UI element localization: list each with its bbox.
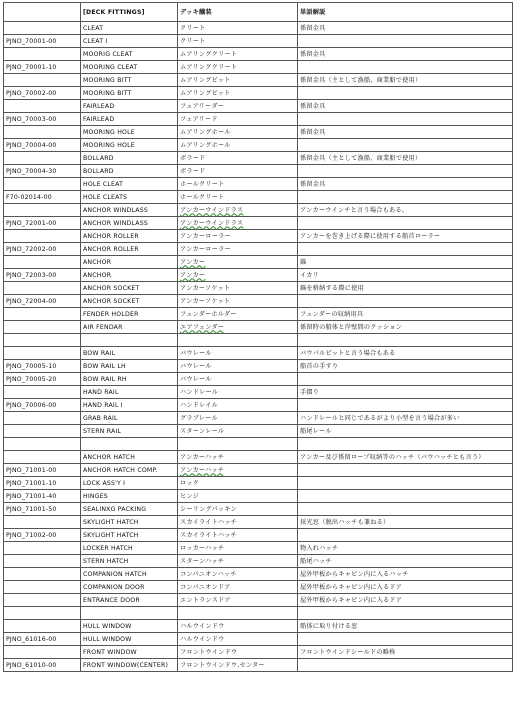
english-term-cell: LOCK ASS'Y I bbox=[81, 477, 178, 490]
japanese-term-cell: ホールクリート bbox=[178, 191, 298, 204]
part-number-cell: PJNO_71001-10 bbox=[4, 477, 81, 490]
table-row bbox=[4, 178, 513, 191]
explanation-cell bbox=[298, 373, 513, 386]
english-term-cell: BOW RAIL LH bbox=[81, 360, 178, 373]
japanese-term-cell: ムアリングホール bbox=[178, 126, 298, 139]
japanese-term-cell: ハルウインドウ bbox=[178, 633, 298, 646]
part-number-cell bbox=[4, 126, 81, 139]
explanation-cell: 係留金具 bbox=[298, 48, 513, 61]
english-term-cell: ENTRANCE DOOR bbox=[81, 594, 178, 607]
table-row bbox=[4, 126, 513, 139]
english-term-cell: ANCHOR WINDLASS bbox=[81, 217, 178, 230]
part-number-cell: PJNO_72002-00 bbox=[4, 243, 81, 256]
header-explanation: 単語解説 bbox=[298, 3, 513, 22]
english-term-cell: ANCHOR SOCKET bbox=[81, 295, 178, 308]
japanese-term-cell: スターンハッチ bbox=[178, 555, 298, 568]
japanese-term-cell: スターンレール bbox=[178, 425, 298, 438]
english-term-cell: FRONT WINDOW bbox=[81, 646, 178, 659]
table-row bbox=[4, 22, 513, 35]
japanese-term-cell: フロントウインドウ bbox=[178, 646, 298, 659]
english-term-cell: ANCHOR ROLLER bbox=[81, 243, 178, 256]
explanation-cell: 錨を格納する際に使用 bbox=[298, 282, 513, 295]
japanese-term-cell: ボラード bbox=[178, 165, 298, 178]
english-term-cell: ANCHOR HATCH COMP. bbox=[81, 464, 178, 477]
explanation-cell bbox=[298, 438, 513, 451]
english-term-cell: HULL WINDOW bbox=[81, 620, 178, 633]
table-row bbox=[4, 35, 513, 48]
english-term-cell: BOW RAIL RH bbox=[81, 373, 178, 386]
english-term-cell: STERN RAIL bbox=[81, 425, 178, 438]
english-term-cell: HINGES bbox=[81, 490, 178, 503]
explanation-cell bbox=[298, 607, 513, 620]
japanese-term-cell: グラブレール bbox=[178, 412, 298, 425]
part-number-cell bbox=[4, 607, 81, 620]
table-row bbox=[4, 451, 513, 464]
part-number-cell: PJNO_61016-00 bbox=[4, 633, 81, 646]
explanation-cell: 手摺り bbox=[298, 386, 513, 399]
part-number-cell bbox=[4, 204, 81, 217]
english-term-cell: HAND RAIL I bbox=[81, 399, 178, 412]
table-row bbox=[4, 269, 513, 282]
table-row bbox=[4, 165, 513, 178]
explanation-cell: 船体に取り付ける窓 bbox=[298, 620, 513, 633]
explanation-cell: フェンダーの収納用具 bbox=[298, 308, 513, 321]
japanese-term-cell: フェアリード bbox=[178, 113, 298, 126]
explanation-cell bbox=[298, 35, 513, 48]
explanation-cell: 係留時の船体と岸壁間のクッション bbox=[298, 321, 513, 334]
part-number-cell: PJNO_70004-30 bbox=[4, 165, 81, 178]
table-row bbox=[4, 347, 513, 360]
table-row bbox=[4, 542, 513, 555]
part-number-cell bbox=[4, 152, 81, 165]
english-term-cell: FAIRLEAD bbox=[81, 100, 178, 113]
part-number-cell bbox=[4, 386, 81, 399]
table-row bbox=[4, 529, 513, 542]
part-number-cell bbox=[4, 581, 81, 594]
japanese-term-cell: ムアリングホール bbox=[178, 139, 298, 152]
explanation-cell bbox=[298, 217, 513, 230]
table-row bbox=[4, 425, 513, 438]
japanese-term-cell: アンカーソケット bbox=[178, 295, 298, 308]
table-row bbox=[4, 555, 513, 568]
part-number-cell bbox=[4, 334, 81, 347]
japanese-term-cell: クリート bbox=[178, 35, 298, 48]
table-row bbox=[4, 321, 513, 334]
part-number-cell: PJNO_61010-00 bbox=[4, 659, 81, 672]
japanese-term-cell bbox=[178, 334, 298, 347]
part-number-cell: PJNO_70005-10 bbox=[4, 360, 81, 373]
english-term-cell: ANCHOR HATCH bbox=[81, 451, 178, 464]
part-number-cell: PJNO_71001-40 bbox=[4, 490, 81, 503]
part-number-cell: PJNO_70003-00 bbox=[4, 113, 81, 126]
english-term-cell: MOORING HOLE bbox=[81, 139, 178, 152]
english-term-cell: ANCHOR bbox=[81, 269, 178, 282]
explanation-cell: 船首の手すり bbox=[298, 360, 513, 373]
japanese-term-cell: アンカーソケット bbox=[178, 282, 298, 295]
japanese-term-cell: アンカーハッチ bbox=[178, 451, 298, 464]
english-term-cell: FRONT WINDOW(CENTER) bbox=[81, 659, 178, 672]
japanese-term-cell: エントランスドア bbox=[178, 594, 298, 607]
english-term-cell: FAIRLEAD bbox=[81, 113, 178, 126]
english-term-cell: SKYLIGHT HATCH bbox=[81, 516, 178, 529]
table-row bbox=[4, 256, 513, 269]
english-term-cell: MOORING HOLE bbox=[81, 126, 178, 139]
english-term-cell: SKYLIGHT HATCH bbox=[81, 529, 178, 542]
part-number-cell bbox=[4, 230, 81, 243]
english-term-cell: BOW RAIL bbox=[81, 347, 178, 360]
part-number-cell: PJNO_71001-50 bbox=[4, 503, 81, 516]
japanese-term-cell: ホールクリート bbox=[178, 178, 298, 191]
part-number-cell bbox=[4, 646, 81, 659]
japanese-term-cell bbox=[178, 438, 298, 451]
explanation-cell bbox=[298, 529, 513, 542]
table-row bbox=[4, 659, 513, 672]
table-row bbox=[4, 295, 513, 308]
table-row bbox=[4, 282, 513, 295]
japanese-term-cell: アンカー bbox=[178, 256, 298, 269]
table-row bbox=[4, 334, 513, 347]
table-body bbox=[4, 22, 513, 672]
part-number-cell: PJNO_70002-00 bbox=[4, 87, 81, 100]
table-row bbox=[4, 204, 513, 217]
explanation-cell bbox=[298, 334, 513, 347]
japanese-term-cell: フェアリーダー bbox=[178, 100, 298, 113]
japanese-term-cell: シーリングパッキン bbox=[178, 503, 298, 516]
deck-fittings-table bbox=[3, 2, 513, 672]
explanation-cell bbox=[298, 87, 513, 100]
japanese-term-cell: アンカーハッチ bbox=[178, 464, 298, 477]
header-japanese-term: デッキ艤装 bbox=[178, 3, 298, 22]
japanese-term-cell: アンカーウインドラス bbox=[178, 204, 298, 217]
part-number-cell bbox=[4, 516, 81, 529]
explanation-cell bbox=[298, 659, 513, 672]
part-number-cell bbox=[4, 321, 81, 334]
explanation-cell bbox=[298, 399, 513, 412]
table-row bbox=[4, 386, 513, 399]
part-number-cell: PJNO_71001-00 bbox=[4, 464, 81, 477]
part-number-cell bbox=[4, 347, 81, 360]
table-row bbox=[4, 438, 513, 451]
japanese-term-cell: バウレール bbox=[178, 373, 298, 386]
header-row bbox=[4, 3, 513, 22]
table-row bbox=[4, 581, 513, 594]
explanation-cell bbox=[298, 139, 513, 152]
part-number-cell: PJNO_72003-00 bbox=[4, 269, 81, 282]
english-term-cell: AIR FENDAR bbox=[81, 321, 178, 334]
table-row bbox=[4, 74, 513, 87]
english-term-cell: MOORING BITT bbox=[81, 74, 178, 87]
english-term-cell: HOLE CLEAT bbox=[81, 178, 178, 191]
english-term-cell: FENDER HOLDER bbox=[81, 308, 178, 321]
english-term-cell: LOCKER HATCH bbox=[81, 542, 178, 555]
explanation-cell bbox=[298, 633, 513, 646]
japanese-term-cell: フロントウインドウ,センター bbox=[178, 659, 298, 672]
table-row bbox=[4, 217, 513, 230]
english-term-cell: ANCHOR ROLLER bbox=[81, 230, 178, 243]
table-row bbox=[4, 373, 513, 386]
english-term-cell: MOORING BITT bbox=[81, 87, 178, 100]
part-number-cell: PJNO_70006-00 bbox=[4, 399, 81, 412]
japanese-term-cell: ムアリングクリート bbox=[178, 48, 298, 61]
english-term-cell: STERN HATCH bbox=[81, 555, 178, 568]
english-term-cell: BOLLARD bbox=[81, 165, 178, 178]
japanese-term-cell: ロッカーハッチ bbox=[178, 542, 298, 555]
part-number-cell bbox=[4, 178, 81, 191]
explanation-cell: 屋外甲板からキャビン内に入るドア bbox=[298, 594, 513, 607]
part-number-cell bbox=[4, 568, 81, 581]
english-term-cell: CLEAT I bbox=[81, 35, 178, 48]
explanation-cell bbox=[298, 61, 513, 74]
explanation-cell: フロントウインドシールドの略称 bbox=[298, 646, 513, 659]
english-term-cell: MOORING CLEAT bbox=[81, 61, 178, 74]
explanation-cell bbox=[298, 113, 513, 126]
explanation-cell bbox=[298, 243, 513, 256]
japanese-term-cell: フェンダーホルダー bbox=[178, 308, 298, 321]
header-english-term: [DECK FITTINGS] bbox=[81, 3, 178, 22]
part-number-cell: PJNO_71002-00 bbox=[4, 529, 81, 542]
explanation-cell: 係留金具（主として漁船、商業船で使用） bbox=[298, 152, 513, 165]
explanation-cell: 係留金具 bbox=[298, 100, 513, 113]
table-row bbox=[4, 113, 513, 126]
part-number-cell bbox=[4, 74, 81, 87]
japanese-term-cell: アンカーローラー bbox=[178, 243, 298, 256]
table-row bbox=[4, 412, 513, 425]
explanation-cell: 錨 bbox=[298, 256, 513, 269]
explanation-cell: 物入れハッチ bbox=[298, 542, 513, 555]
english-term-cell: BOLLARD bbox=[81, 152, 178, 165]
explanation-cell: 係留金具（主として漁船、商業船で使用） bbox=[298, 74, 513, 87]
japanese-term-cell: クリート bbox=[178, 22, 298, 35]
explanation-cell bbox=[298, 464, 513, 477]
japanese-term-cell bbox=[178, 607, 298, 620]
english-term-cell: CLEAT bbox=[81, 22, 178, 35]
table-row bbox=[4, 243, 513, 256]
table-row bbox=[4, 308, 513, 321]
explanation-cell: アンカーを巻き上げる際に使用する船首ローラー bbox=[298, 230, 513, 243]
japanese-term-cell: スカイライトハッチ bbox=[178, 529, 298, 542]
part-number-cell bbox=[4, 48, 81, 61]
english-term-cell: COMPANION HATCH bbox=[81, 568, 178, 581]
table-row bbox=[4, 490, 513, 503]
part-number-cell: PJNO_70005-20 bbox=[4, 373, 81, 386]
japanese-term-cell: ハルウインドウ bbox=[178, 620, 298, 633]
part-number-cell bbox=[4, 555, 81, 568]
part-number-cell bbox=[4, 282, 81, 295]
part-number-cell: PJNO_70004-00 bbox=[4, 139, 81, 152]
japanese-term-cell: ムアリングビット bbox=[178, 74, 298, 87]
english-term-cell: MOORIG CLEAT bbox=[81, 48, 178, 61]
english-term-cell: HOLE CLEATS bbox=[81, 191, 178, 204]
table-row bbox=[4, 477, 513, 490]
table-row bbox=[4, 633, 513, 646]
english-term-cell: ANCHOR WINDLASS bbox=[81, 204, 178, 217]
explanation-cell bbox=[298, 295, 513, 308]
part-number-cell bbox=[4, 100, 81, 113]
table-row bbox=[4, 464, 513, 477]
explanation-cell: 係留金具 bbox=[298, 22, 513, 35]
part-number-cell bbox=[4, 412, 81, 425]
table-row bbox=[4, 607, 513, 620]
japanese-term-cell: バウレール bbox=[178, 347, 298, 360]
japanese-term-cell: ロック bbox=[178, 477, 298, 490]
explanation-cell: 屋外甲板からキャビン内に入るハッチ bbox=[298, 568, 513, 581]
japanese-term-cell: スカイライトハッチ bbox=[178, 516, 298, 529]
part-number-cell bbox=[4, 594, 81, 607]
part-number-cell: PJNO_72001-00 bbox=[4, 217, 81, 230]
table-row bbox=[4, 646, 513, 659]
part-number-cell: PJNO_72004-00 bbox=[4, 295, 81, 308]
explanation-cell: 係留金具 bbox=[298, 126, 513, 139]
table-row bbox=[4, 48, 513, 61]
explanation-cell bbox=[298, 191, 513, 204]
japanese-term-cell: コンパニオンドア bbox=[178, 581, 298, 594]
table-row bbox=[4, 399, 513, 412]
japanese-term-cell: ボラード bbox=[178, 152, 298, 165]
table-row bbox=[4, 620, 513, 633]
japanese-term-cell: ムアリングクリート bbox=[178, 61, 298, 74]
japanese-term-cell: ヒンジ bbox=[178, 490, 298, 503]
english-term-cell: ANCHOR bbox=[81, 256, 178, 269]
part-number-cell bbox=[4, 308, 81, 321]
explanation-cell: 係留金具 bbox=[298, 178, 513, 191]
english-term-cell: SEALINXG PACKING bbox=[81, 503, 178, 516]
japanese-term-cell: アンカーウインドラス bbox=[178, 217, 298, 230]
japanese-term-cell: ハンドレイル bbox=[178, 399, 298, 412]
table-row bbox=[4, 100, 513, 113]
japanese-term-cell: アンカー bbox=[178, 269, 298, 282]
part-number-cell: F70-02014-00 bbox=[4, 191, 81, 204]
part-number-cell bbox=[4, 22, 81, 35]
english-term-cell: COMPANION DOOR bbox=[81, 581, 178, 594]
explanation-cell bbox=[298, 490, 513, 503]
english-term-cell: HAND RAIL bbox=[81, 386, 178, 399]
english-term-cell: GRAB RAIL bbox=[81, 412, 178, 425]
table-row bbox=[4, 152, 513, 165]
table-row bbox=[4, 503, 513, 516]
japanese-term-cell: ハンドレール bbox=[178, 386, 298, 399]
explanation-cell bbox=[298, 503, 513, 516]
explanation-cell bbox=[298, 165, 513, 178]
part-number-cell bbox=[4, 542, 81, 555]
explanation-cell: ハンドレールと同じであるがより小型を言う場合が多い bbox=[298, 412, 513, 425]
explanation-cell: アンカーウインチと言う場合もある。 bbox=[298, 204, 513, 217]
explanation-cell: 船尾ハッチ bbox=[298, 555, 513, 568]
part-number-cell bbox=[4, 256, 81, 269]
part-number-cell bbox=[4, 425, 81, 438]
japanese-term-cell: コンパニオンハッチ bbox=[178, 568, 298, 581]
explanation-cell: 屋外甲板からキャビン内に入るドア bbox=[298, 581, 513, 594]
explanation-cell bbox=[298, 477, 513, 490]
japanese-term-cell: バウレール bbox=[178, 360, 298, 373]
table-row bbox=[4, 87, 513, 100]
english-term-cell: ANCHOR SOCKET bbox=[81, 282, 178, 295]
table-row bbox=[4, 230, 513, 243]
table-row bbox=[4, 360, 513, 373]
header-part-number bbox=[4, 3, 81, 22]
explanation-cell: 採光窓（脱出ハッチも兼ねる） bbox=[298, 516, 513, 529]
english-term-cell: HULL WINDOW bbox=[81, 633, 178, 646]
explanation-cell: イカリ bbox=[298, 269, 513, 282]
explanation-cell: アンカー及び係留ロープ収納等のハッチ（バウハッチとも言う） bbox=[298, 451, 513, 464]
table-row bbox=[4, 568, 513, 581]
japanese-term-cell: ムアリングビット bbox=[178, 87, 298, 100]
table-row bbox=[4, 61, 513, 74]
table-row bbox=[4, 191, 513, 204]
english-term-cell bbox=[81, 334, 178, 347]
explanation-cell: バウパルピットと言う場合もある bbox=[298, 347, 513, 360]
part-number-cell bbox=[4, 451, 81, 464]
part-number-cell bbox=[4, 620, 81, 633]
table-row bbox=[4, 516, 513, 529]
table-row bbox=[4, 594, 513, 607]
table-row bbox=[4, 139, 513, 152]
part-number-cell: PJNO_70001-00 bbox=[4, 35, 81, 48]
japanese-term-cell: エアフェンダー bbox=[178, 321, 298, 334]
english-term-cell bbox=[81, 607, 178, 620]
part-number-cell bbox=[4, 438, 81, 451]
japanese-term-cell: アンカーローラー bbox=[178, 230, 298, 243]
part-number-cell: PJNO_70001-10 bbox=[4, 61, 81, 74]
english-term-cell bbox=[81, 438, 178, 451]
explanation-cell: 船尾レール bbox=[298, 425, 513, 438]
